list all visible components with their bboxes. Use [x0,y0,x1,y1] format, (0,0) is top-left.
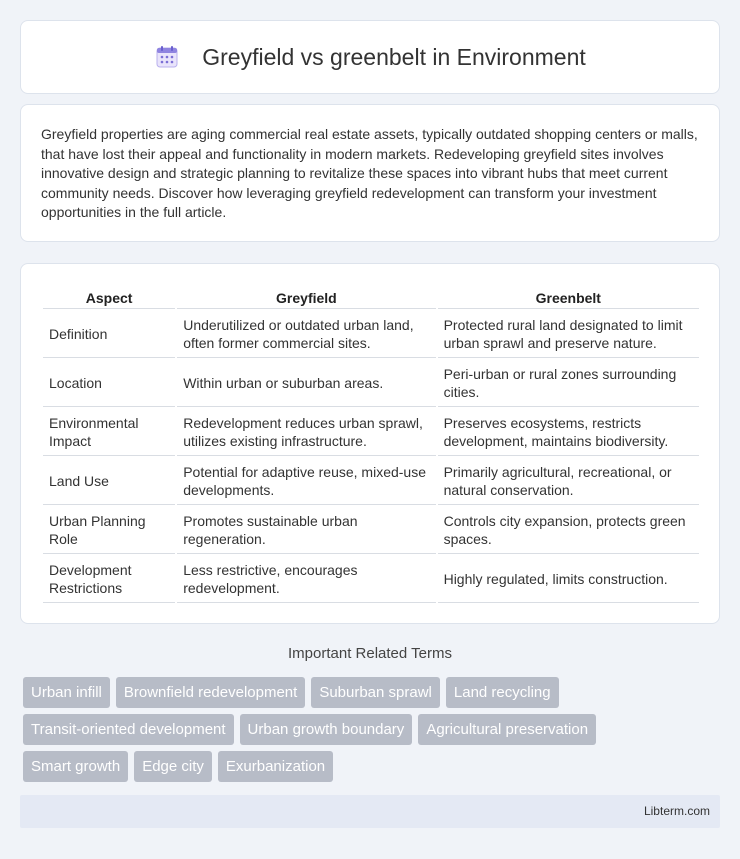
tag-transit-oriented-development[interactable]: Transit-oriented development [23,714,234,745]
row-aspect: Location [43,360,175,407]
column-header-aspect: Aspect [43,286,175,309]
row-aspect: Urban Planning Role [43,507,175,554]
row-greyfield: Redevelopment reduces urban sprawl, utilizes existing infrastructure. [177,409,435,456]
tag-urban-infill[interactable]: Urban infill [23,677,110,708]
tag-smart-growth[interactable]: Smart growth [23,751,128,782]
row-greenbelt: Primarily agricultural, recreational, or natural conservation. [438,458,699,505]
row-greyfield: Within urban or suburban areas. [177,360,435,407]
related-terms-heading: Important Related Terms [288,645,452,662]
intro-paragraph: Greyfield properties are aging commercial real estate assets, typically outdated shopping centers or malls, that have lost their appeal and functionality in modern markets. Redeveloping greyfield sites involves innovative design and strategic planning to revitalize these spaces into vibrant hubs that meet current community needs. Discover how leveraging greyfield redevelopment can transform your investment opportunities in the full article. [41,126,698,221]
comparison-table [41,284,701,605]
table-row [43,409,699,456]
row-aspect: Development Restrictions [43,556,175,603]
footer [20,795,720,828]
row-greenbelt: Highly regulated, limits construction. [438,556,699,603]
row-aspect: Land Use [43,458,175,505]
row-greenbelt: Peri-urban or rural zones surrounding cities. [438,360,699,407]
title-card [20,20,720,94]
tag-brownfield-redevelopment[interactable]: Brownfield redevelopment [116,677,305,708]
page-title: Greyfield vs greenbelt in Environment [202,43,586,70]
footer-site-link[interactable]: Libterm.com [643,804,710,818]
table-row [43,311,699,358]
tag-exurbanization[interactable]: Exurbanization [218,751,333,782]
row-aspect: Definition [43,311,175,358]
table-row [43,458,699,505]
table-row [43,360,699,407]
row-greyfield: Potential for adaptive reuse, mixed-use developments. [177,458,435,505]
row-greyfield: Promotes sustainable urban regeneration. [177,507,435,554]
tag-agricultural-preservation[interactable]: Agricultural preservation [418,714,596,745]
row-greenbelt: Protected rural land designated to limit urban sprawl and preserve nature. [438,311,699,358]
tag-edge-city[interactable]: Edge city [134,751,212,782]
row-greenbelt: Preserves ecosystems, restricts development, maintains biodiversity. [438,409,699,456]
table-header-row [43,286,699,309]
table-row [43,507,699,554]
comparison-card [20,263,720,624]
row-aspect: Environmental Impact [43,409,175,456]
table-row [43,556,699,603]
calendar-icon [154,44,180,70]
row-greyfield: Less restrictive, encourages redevelopment. [177,556,435,603]
column-header-greenbelt: Greenbelt [438,286,699,309]
tag-urban-growth-boundary[interactable]: Urban growth boundary [240,714,413,745]
tag-land-recycling[interactable]: Land recycling [446,677,559,708]
row-greyfield: Underutilized or outdated urban land, often former commercial sites. [177,311,435,358]
related-terms-list [23,677,713,788]
tag-suburban-sprawl[interactable]: Suburban sprawl [311,677,440,708]
intro-card [20,104,720,242]
column-header-greyfield: Greyfield [177,286,435,309]
row-greenbelt: Controls city expansion, protects green spaces. [438,507,699,554]
